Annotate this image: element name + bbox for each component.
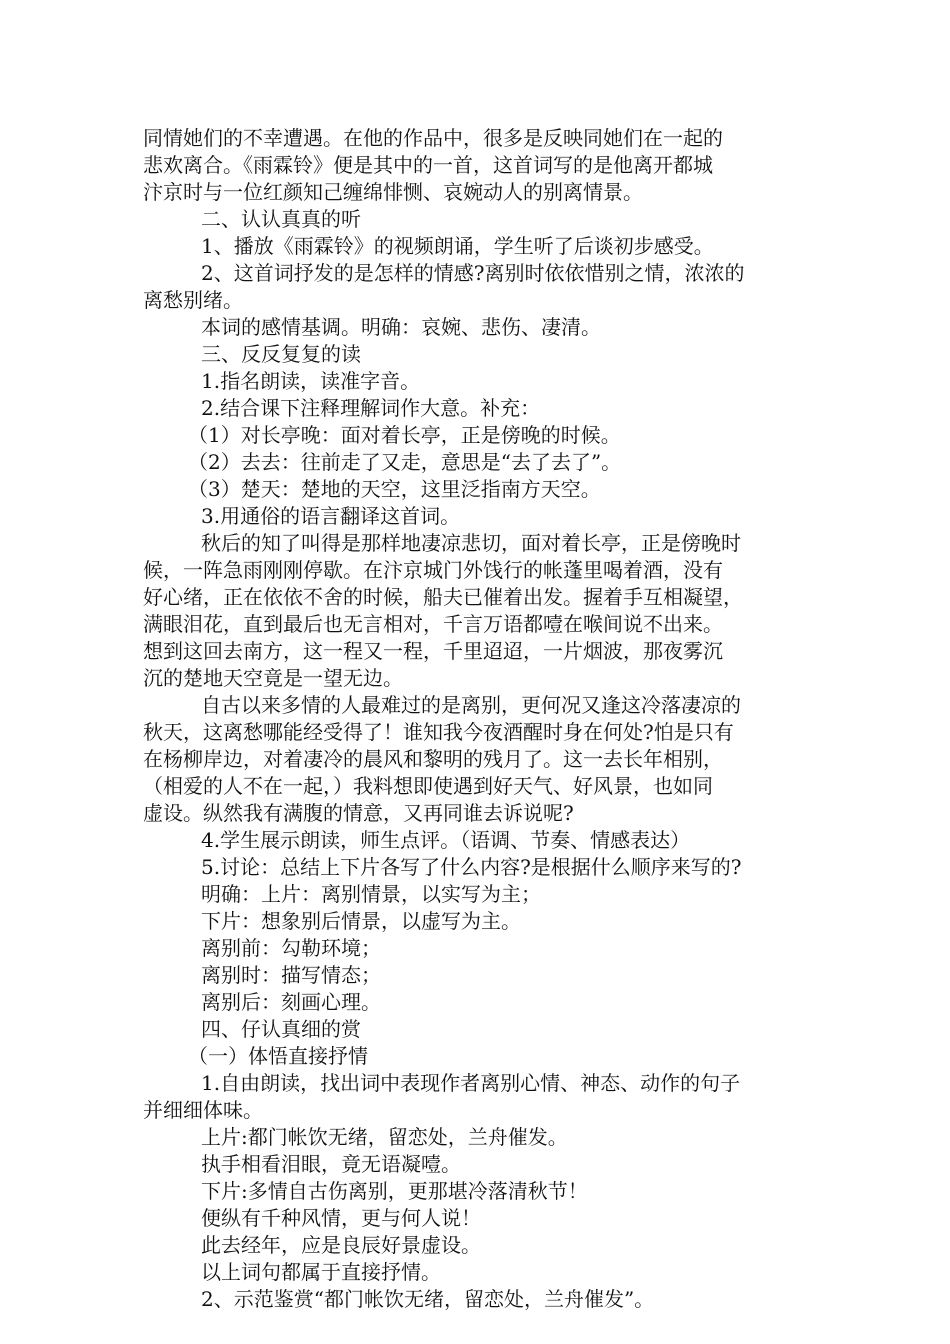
text-line: 离别时：描写情态； (201, 963, 381, 987)
text-line: 满眼泪花，直到最后也无言相对，千言万语都噎在喉间说不出来。 (143, 612, 723, 636)
text-line: 上片:都门帐饮无绪，留恋处，兰舟催发。 (201, 1125, 568, 1149)
text-line: 四、仔认真细的赏 (201, 1017, 361, 1041)
text-line: 好心绪，正在依依不舍的时候，船夫已催着出发。握着手互相凝望， (143, 585, 743, 609)
text-line: 离别后：刻画心理。 (201, 990, 381, 1014)
text-line: 1、播放《雨霖铃》的视频朗诵，学生听了后谈初步感受。 (201, 234, 714, 258)
text-line: 2.结合课下注释理解词作大意。补充： (201, 396, 541, 420)
text-line: 候，一阵急雨刚刚停歇。在汴京城门外饯行的帐蓬里喝着酒，没有 (143, 558, 723, 582)
text-line: 执手相看泪眼，竟无语凝噎。 (201, 1152, 461, 1176)
text-line: （相爱的人不在一起，）我料想即使遇到好天气、好风景，也如同 (143, 774, 713, 798)
text-line: 5.讨论：总结上下片各写了什么内容?是根据什么顺序来写的? (201, 855, 742, 879)
text-line: 2、这首词抒发的是怎样的情感?离别时依依惜别之情，浓浓的 (201, 261, 745, 285)
text-line: 在杨柳岸边，对着凄冷的晨风和黎明的残月了。这一去长年相别， (143, 747, 723, 771)
text-line: （1）对长亭晚：面对着长亭，正是傍晚的时候。 (188, 423, 621, 447)
text-line: （3）楚天：楚地的天空，这里泛指南方天空。 (188, 477, 601, 501)
text-line: 虚设。纵然我有满腹的情意，又再同谁去诉说呢? (143, 801, 574, 825)
text-line: （一）体悟直接抒情 (188, 1044, 368, 1068)
text-line: 本词的感情基调。明确：哀婉、悲伤、凄清。 (201, 315, 601, 339)
text-line: 下片:多情自古伤离别，更那堪冷落清秋节！ (201, 1179, 588, 1203)
text-line: 明确：上片：离别情景，以实写为主； (201, 882, 541, 906)
text-line: 便纵有千种风情，更与何人说！ (201, 1206, 481, 1230)
text-line: 1.自由朗读，找出词中表现作者离别心情、神态、动作的句子 (201, 1071, 741, 1095)
text-line: 2、示范鉴赏“都门帐饮无绪，留恋处，兰舟催发”。 (201, 1287, 655, 1311)
text-line: （2）去去：往前走了又走，意思是“去了去了”。 (188, 450, 622, 474)
text-line: 并细细体味。 (143, 1098, 263, 1122)
text-line: 离别前：勾勒环境； (201, 936, 381, 960)
text-line: 离愁别绪。 (143, 288, 243, 312)
text-line: 悲欢离合。《雨霖铃》便是其中的一首，这首词写的是他离开都城 (143, 153, 713, 177)
text-line: 汴京时与一位红颜知己缠绵悱恻、哀婉动人的别离情景。 (143, 180, 643, 204)
text-line: 同情她们的不幸遭遇。在他的作品中，很多是反映同她们在一起的 (143, 126, 723, 150)
text-line: 自古以来多情的人最难过的是离别，更何况又逢这冷落凄凉的 (201, 693, 741, 717)
text-line: 想到这回去南方，这一程又一程，千里迢迢，一片烟波，那夜雾沉 (143, 639, 723, 663)
text-line: 1.指名朗读，读准字音。 (201, 369, 421, 393)
text-line: 以上词句都属于直接抒情。 (201, 1260, 441, 1284)
document-body (143, 125, 823, 1313)
text-line: 秋后的知了叫得是那样地凄凉悲切，面对着长亭，正是傍晚时 (201, 531, 741, 555)
text-line: 沉的楚地天空竟是一望无边。 (143, 666, 403, 690)
text-line: 4.学生展示朗读，师生点评。（语调、节奏、情感表达） (201, 828, 691, 852)
text-line: 此去经年，应是良辰好景虚设。 (201, 1233, 481, 1257)
text-line: 3.用通俗的语言翻译这首词。 (201, 504, 461, 528)
text-line: 三、反反复复的读 (201, 342, 361, 366)
text-line: 下片：想象别后情景，以虚写为主。 (201, 909, 521, 933)
text-line: 秋天，这离愁哪能经受得了！谁知我今夜酒醒时身在何处?怕是只有 (143, 720, 734, 744)
text-line: 二、认认真真的听 (201, 207, 361, 231)
